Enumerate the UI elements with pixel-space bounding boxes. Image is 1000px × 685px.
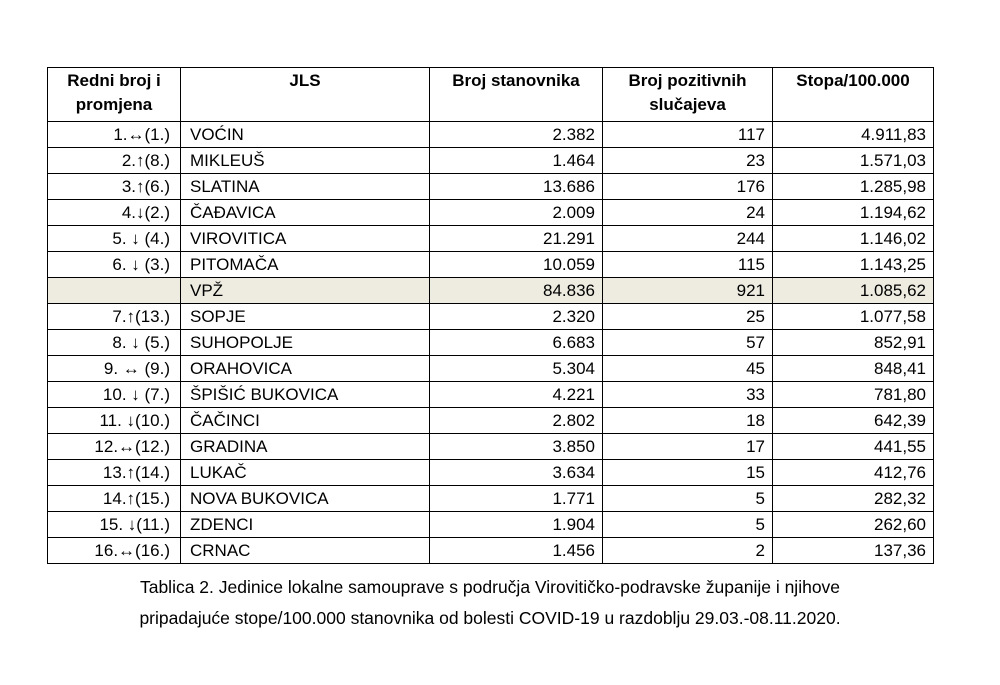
cell-rate: 852,91 [773,330,934,356]
cell-rate: 1.146,02 [773,226,934,252]
cell-jls: SUHOPOLJE [181,330,430,356]
table-row [48,278,934,304]
covid-rate-table [47,67,934,564]
cell-population: 3.634 [430,460,603,486]
cell-population: 1.456 [430,538,603,564]
table-body [48,122,934,564]
cell-rate: 1.194,62 [773,200,934,226]
cell-rate: 1.085,62 [773,278,934,304]
cell-jls: SLATINA [181,174,430,200]
table-row [48,148,934,174]
cell-rate: 441,55 [773,434,934,460]
header-rank: Redni broj i promjena [48,68,181,122]
cell-rank: 5. ↓ (4.) [48,226,181,252]
cell-jls: VOĆIN [181,122,430,148]
table-row [48,200,934,226]
table-row [48,304,934,330]
cell-positive: 115 [603,252,773,278]
cell-jls: ČAĐAVICA [181,200,430,226]
table-row [48,486,934,512]
cell-rate: 1.571,03 [773,148,934,174]
table-caption [47,572,933,634]
cell-jls: NOVA BUKOVICA [181,486,430,512]
caption-line-1: Tablica 2. Jedinice lokalne samouprave s područja Virovitičko-podravske županije i njihove [139,577,841,597]
cell-rank: 15. ↓(11.) [48,512,181,538]
cell-rank: 13.↑(14.) [48,460,181,486]
cell-rate: 137,36 [773,538,934,564]
cell-positive: 25 [603,304,773,330]
cell-population: 1.464 [430,148,603,174]
table-row [48,174,934,200]
cell-rank: 9. ↔ (9.) [48,356,181,382]
cell-rate: 1.285,98 [773,174,934,200]
cell-population: 2.382 [430,122,603,148]
cell-positive: 23 [603,148,773,174]
table-row [48,538,934,564]
cell-positive: 33 [603,382,773,408]
cell-jls: LUKAČ [181,460,430,486]
cell-jls: PITOMAČA [181,252,430,278]
cell-rate: 412,76 [773,460,934,486]
cell-positive: 17 [603,434,773,460]
cell-jls: VIROVITICA [181,226,430,252]
cell-rate: 642,39 [773,408,934,434]
cell-positive: 18 [603,408,773,434]
table-row [48,252,934,278]
cell-population: 2.009 [430,200,603,226]
cell-population: 3.850 [430,434,603,460]
cell-rank [48,278,181,304]
cell-positive: 117 [603,122,773,148]
cell-rate: 781,80 [773,382,934,408]
cell-jls: ŠPIŠIĆ BUKOVICA [181,382,430,408]
cell-population: 1.771 [430,486,603,512]
cell-positive: 921 [603,278,773,304]
cell-jls: ORAHOVICA [181,356,430,382]
cell-positive: 57 [603,330,773,356]
table-row [48,408,934,434]
cell-positive: 45 [603,356,773,382]
cell-rank: 16.↔(16.) [48,538,181,564]
cell-jls: ČAČINCI [181,408,430,434]
cell-jls: CRNAC [181,538,430,564]
cell-positive: 244 [603,226,773,252]
cell-population: 2.320 [430,304,603,330]
cell-rank: 3.↑(6.) [48,174,181,200]
header-rate: Stopa/100.000 [773,68,934,122]
cell-positive: 2 [603,538,773,564]
cell-positive: 24 [603,200,773,226]
cell-jls: GRADINA [181,434,430,460]
cell-population: 5.304 [430,356,603,382]
table-row [48,460,934,486]
header-jls: JLS [181,68,430,122]
table-row [48,356,934,382]
table-row [48,122,934,148]
table-row [48,434,934,460]
cell-positive: 5 [603,512,773,538]
cell-population: 1.904 [430,512,603,538]
cell-rate: 1.143,25 [773,252,934,278]
cell-positive: 5 [603,486,773,512]
cell-population: 21.291 [430,226,603,252]
cell-rank: 14.↑(15.) [48,486,181,512]
data-table-container [47,67,934,564]
cell-rate: 262,60 [773,512,934,538]
cell-population: 10.059 [430,252,603,278]
cell-jls: MIKLEUŠ [181,148,430,174]
cell-population: 6.683 [430,330,603,356]
header-positive: Broj pozitivnih slučajeva [603,68,773,122]
cell-population: 2.802 [430,408,603,434]
cell-population: 13.686 [430,174,603,200]
cell-rate: 848,41 [773,356,934,382]
cell-rank: 8. ↓ (5.) [48,330,181,356]
table-row [48,382,934,408]
table-row [48,512,934,538]
cell-population: 4.221 [430,382,603,408]
cell-rank: 6. ↓ (3.) [48,252,181,278]
cell-jls: SOPJE [181,304,430,330]
cell-rate: 1.077,58 [773,304,934,330]
cell-rate: 282,32 [773,486,934,512]
table-header-row [48,68,934,122]
cell-rank: 10. ↓ (7.) [48,382,181,408]
cell-rank: 2.↑(8.) [48,148,181,174]
cell-rank: 11. ↓(10.) [48,408,181,434]
caption-line-2: pripadajuće stope/100.000 stanovnika od bolesti COVID-19 u razdoblju 29.03.-08.11.2020. [139,608,841,628]
cell-rate: 4.911,83 [773,122,934,148]
table-row [48,330,934,356]
cell-population: 84.836 [430,278,603,304]
cell-rank: 1.↔(1.) [48,122,181,148]
cell-rank: 4.↓(2.) [48,200,181,226]
header-population: Broj stanovnika [430,68,603,122]
table-row [48,226,934,252]
cell-positive: 176 [603,174,773,200]
cell-rank: 7.↑(13.) [48,304,181,330]
cell-rank: 12.↔(12.) [48,434,181,460]
cell-jls: ZDENCI [181,512,430,538]
cell-positive: 15 [603,460,773,486]
cell-jls: VPŽ [181,278,430,304]
